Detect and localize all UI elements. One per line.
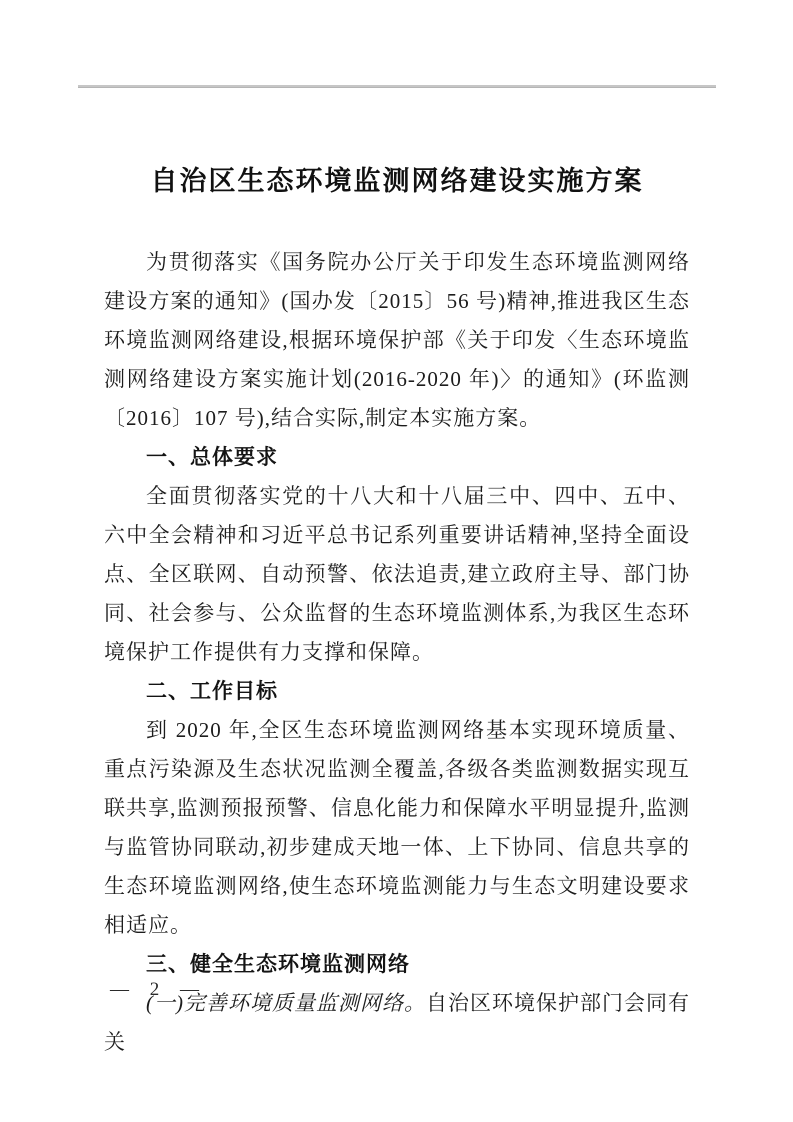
item-lead-label: (一)完善环境质量监测网络。 [146,991,426,1015]
page-number: — 2 — [110,979,200,1000]
document-content [104,0,690,1062]
section-2-paragraph: 到 2020 年,全区生态环境监测网络基本实现环境质量、重点污染源及生态状况监测全覆盖,各级各类监测数据实现互联共享,监测预报预警、信息化能力和保障水平明显提升,监测与监管协同联动,初步建成天地一体、上下协同、信息共享的生态环境监测网络,使生态环境监测能力与生态文明建设要求相适应。 [104,718,690,937]
intro-paragraph: 为贯彻落实《国务院办公厅关于印发生态环境监测网络建设方案的通知》(国办发〔2015〕56 号)精神,推进我区生态环境监测网络建设,根据环境保护部《关于印发〈生态环境监测网络建设方案实施计划(2016-2020 年)〉的通知》(环监测〔2016〕107 号),结合实际,制定本实施方案。 [104,250,690,430]
section-heading-1: 一、总体要求 [146,446,278,469]
document-title: 自治区生态环境监测网络建设实施方案 [150,166,644,196]
item-body-text: 自治区环境保护部门会同有关 [104,991,690,1054]
section-1-paragraph: 全面贯彻落实党的十八大和十八届三中、四中、五中、六中全会精神和习近平总书记系列重要讲话精神,坚持全面设点、全区联网、自动预警、依法追责,建立政府主导、部门协同、社会参与、公众监督的生态环境监测体系,为我区生态环境保护工作提供有力支撑和保障。 [104,484,690,664]
section-heading-3: 三、健全生态环境监测网络 [146,953,410,976]
section-heading-2: 二、工作目标 [146,680,278,703]
